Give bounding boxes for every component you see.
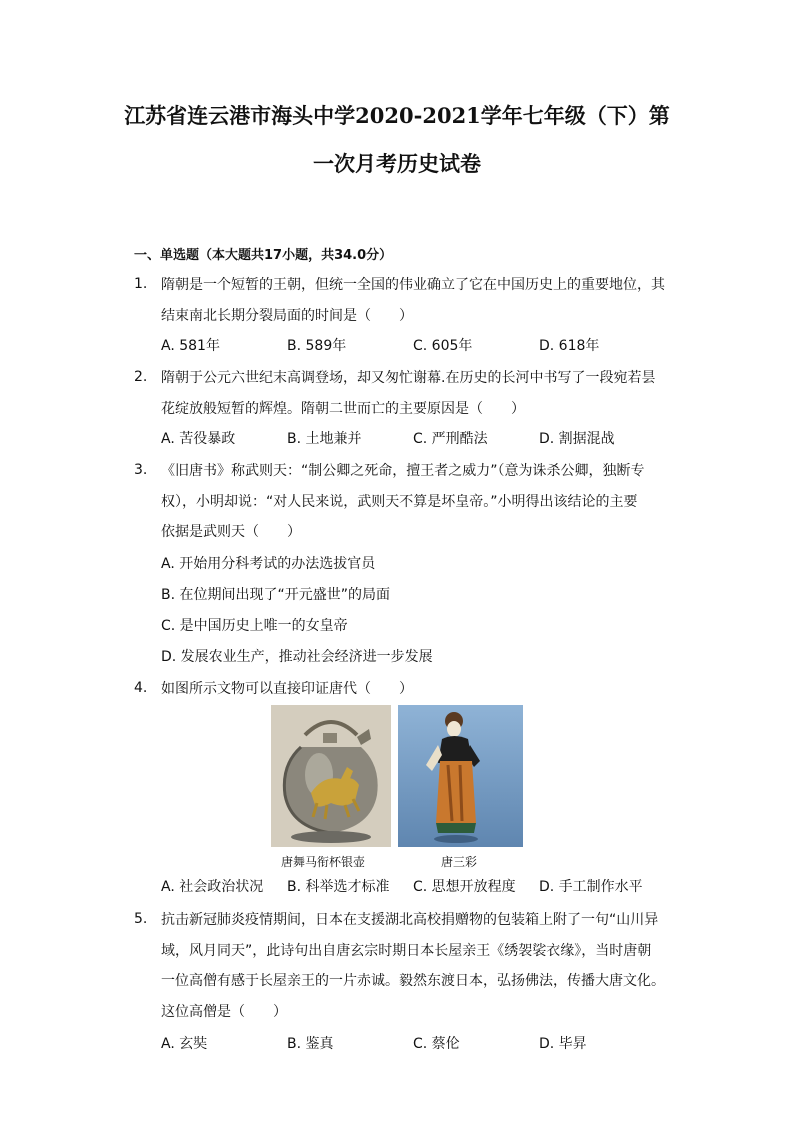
question-stem <box>161 905 671 1027</box>
option-b[interactable]: B. 589年 <box>287 338 347 354</box>
section-heading: 一、单选题（本大题共17小题，共34.0分） <box>134 248 393 263</box>
exam-title <box>120 92 674 188</box>
stem-line: 隋朝于公元六世纪末高调登场，却又匆忙谢幕.在历史的长河中书写了一段宛若昙 <box>161 370 656 386</box>
stem-line: 如图所示文物可以直接印证唐代（ ） <box>161 681 413 697</box>
question-number: 4. <box>134 680 148 696</box>
stem-line: 《旧唐书》称武则天：“制公卿之死命，擅王者之威力”（意为诛杀公卿，独断专 <box>161 463 645 479</box>
question-number: 3. <box>134 462 148 478</box>
artifact-figures <box>271 705 523 875</box>
options-row <box>161 872 671 902</box>
option-d[interactable]: D. 割据混战 <box>539 431 615 447</box>
question-stem <box>161 363 671 424</box>
silver-pot-image <box>271 705 391 847</box>
stem-line: 结束南北长期分裂局面的时间是（ ） <box>161 307 413 324</box>
option-c[interactable]: C. 严刑酷法 <box>413 431 488 447</box>
figure-caption-tricolor: 唐三彩 <box>441 855 478 869</box>
options-row <box>161 424 671 454</box>
stem-line: 一位高僧有感于长屋亲王的一片赤诚。毅然东渡日本，弘扬佛法，传播大唐文化。 <box>161 973 665 989</box>
stem-line: 权），小明却说：“对人民来说，武则天不算是坏皇帝。”小明得出该结论的主要 <box>161 493 638 510</box>
option-label: A. 开始用分科考试的办法选拔官员 <box>161 556 376 572</box>
options-row <box>161 1029 671 1059</box>
option-b[interactable]: B. 科举选才标准 <box>287 879 390 895</box>
question-number: 1. <box>134 276 148 292</box>
options-row <box>161 331 671 361</box>
option-d[interactable]: D. 毕昇 <box>539 1036 587 1052</box>
option-c[interactable]: C. 605年 <box>413 338 473 354</box>
option-b[interactable]: B. 土地兼并 <box>287 431 362 447</box>
stem-line: 依据是武则天（ ） <box>161 524 301 540</box>
option-c[interactable]: C. 思想开放程度 <box>413 879 516 895</box>
title-line-1: 江苏省连云港市海头中学2020-2021学年七年级（下）第 <box>124 103 670 128</box>
option-a[interactable]: A. 社会政治状况 <box>161 879 264 895</box>
stem-line: 抗击新冠肺炎疫情期间，日本在支援湖北高校捐赠物的包装箱上附了一句“山川异 <box>161 912 659 928</box>
option-c[interactable]: C. 蔡伦 <box>413 1036 460 1052</box>
option-label: B. 在位期间出现了“开元盛世”的局面 <box>161 587 391 603</box>
option-label: C. 是中国历史上唯一的女皇帝 <box>161 618 348 634</box>
option-d[interactable] <box>161 642 671 672</box>
option-label: D. 发展农业生产，推动社会经济进一步发展 <box>161 649 433 665</box>
stem-line: 花绽放般短暂的辉煌。隋朝二世而亡的主要原因是（ ） <box>161 400 525 417</box>
stem-line: 域，风月同天”，此诗句出自唐玄宗时期日本长屋亲王《绣袈裟衣缘》，当时唐朝 <box>161 942 652 959</box>
option-a[interactable] <box>161 549 671 579</box>
option-b[interactable]: B. 鉴真 <box>287 1036 334 1052</box>
figure-caption-silver-pot: 唐舞马衔杯银壶 <box>281 855 366 869</box>
stem-line: 隋朝是一个短暂的王朝，但统一全国的伟业确立了它在中国历史上的重要地位，其 <box>161 277 665 293</box>
option-a[interactable]: A. 玄奘 <box>161 1036 208 1052</box>
option-d[interactable]: D. 手工制作水平 <box>539 879 643 895</box>
stem-line: 这位高僧是（ ） <box>161 1003 287 1020</box>
option-a[interactable]: A. 苦役暴政 <box>161 431 236 447</box>
question-stem <box>161 674 671 705</box>
question-number: 2. <box>134 369 148 385</box>
option-c[interactable] <box>161 611 671 641</box>
question-stem <box>161 456 671 548</box>
option-a[interactable]: A. 581年 <box>161 338 220 354</box>
option-d[interactable]: D. 618年 <box>539 338 600 354</box>
question-number: 5. <box>134 911 148 927</box>
option-b[interactable] <box>161 580 671 610</box>
question-stem <box>161 270 671 331</box>
tricolor-figurine-image <box>398 705 523 847</box>
title-line-2: 一次月考历史试卷 <box>313 151 481 176</box>
